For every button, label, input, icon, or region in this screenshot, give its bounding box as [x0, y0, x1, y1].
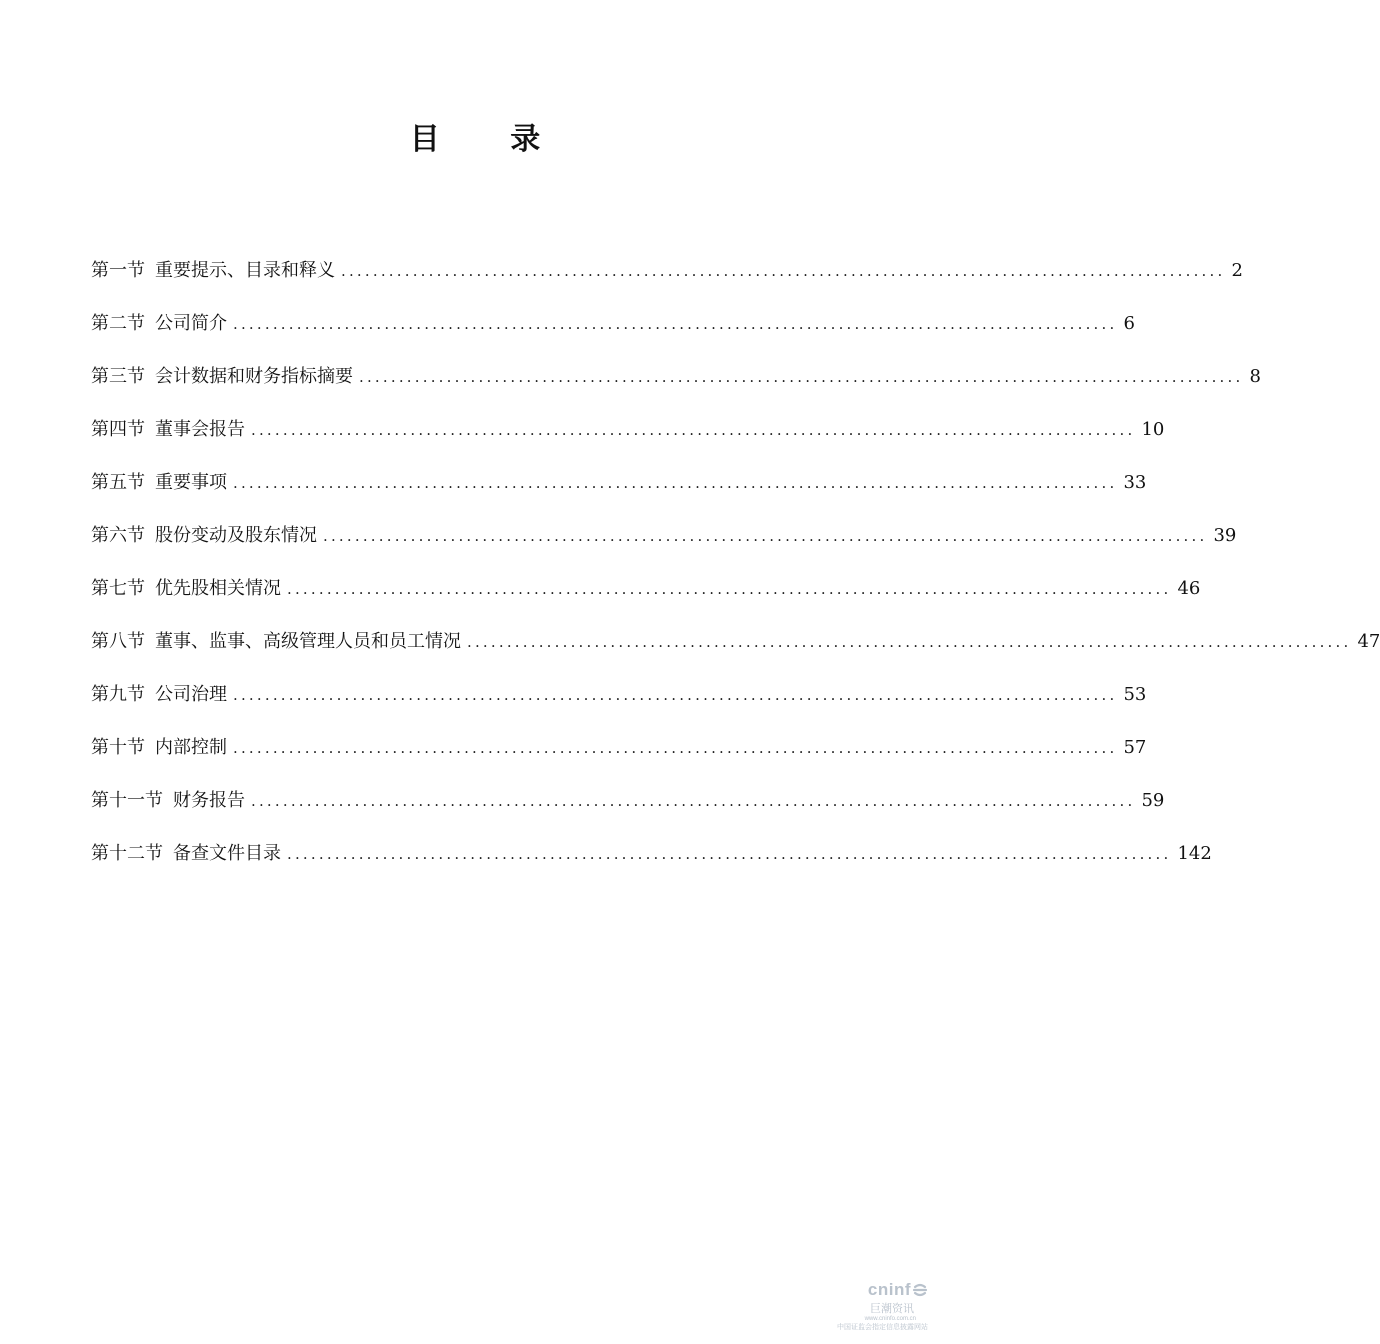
- toc-entry[interactable]: [91, 362, 1261, 415]
- toc-section-number: 第十节: [91, 737, 145, 758]
- toc-dot-leader: ...............................................................................................................: [287, 580, 1172, 598]
- toc-section-title: 内部控制: [155, 737, 227, 758]
- toc-page-number: 10: [1141, 419, 1165, 440]
- toc-entry[interactable]: [91, 733, 1147, 786]
- toc-page-number: 6: [1123, 313, 1135, 334]
- toc-section-title: 重要提示、目录和释义: [155, 260, 335, 281]
- toc-entry[interactable]: [91, 521, 1237, 574]
- toc-section-number: 第八节: [91, 631, 145, 652]
- table-of-contents: [91, 256, 1380, 892]
- toc-dot-leader: ...............................................................................................................: [233, 739, 1118, 757]
- cninfo-watermark-logo: [816, 1280, 928, 1332]
- toc-section-number: 第三节: [91, 366, 145, 387]
- toc-page-number: 57: [1123, 737, 1147, 758]
- toc-page-number: 33: [1123, 472, 1147, 493]
- toc-entry[interactable]: [91, 574, 1201, 627]
- toc-page-number: 142: [1177, 843, 1212, 864]
- toc-page-number: 59: [1141, 790, 1165, 811]
- toc-section-number: 第五节: [91, 472, 145, 493]
- logo-mark: [816, 1280, 928, 1300]
- toc-section-title: 财务报告: [173, 790, 245, 811]
- toc-page-number: 53: [1123, 684, 1147, 705]
- toc-entry[interactable]: [91, 786, 1165, 839]
- toc-dot-leader: ...............................................................................................................: [323, 527, 1208, 545]
- toc-page-number: 47: [1357, 631, 1380, 652]
- toc-section-title: 重要事项: [155, 472, 227, 493]
- toc-section-number: 第七节: [91, 578, 145, 599]
- logo-url: www.cninfo.com.cn: [864, 1316, 916, 1322]
- toc-section-number: 第二节: [91, 313, 145, 334]
- toc-dot-leader: ...............................................................................................................: [287, 845, 1172, 863]
- toc-entry[interactable]: [91, 468, 1147, 521]
- toc-entry[interactable]: [91, 680, 1147, 733]
- toc-section-number: 第十二节: [91, 843, 163, 864]
- toc-page-number: 46: [1177, 578, 1201, 599]
- toc-dot-leader: ...............................................................................................................: [233, 686, 1118, 704]
- toc-section-title: 会计数据和财务指标摘要: [155, 366, 353, 387]
- toc-dot-leader: ...............................................................................................................: [233, 315, 1118, 333]
- page-title: 目 录: [409, 122, 571, 157]
- toc-dot-leader: ...............................................................................................................: [467, 633, 1352, 651]
- toc-section-title: 董事会报告: [155, 419, 245, 440]
- toc-entry[interactable]: [91, 415, 1165, 468]
- toc-entry[interactable]: [91, 627, 1380, 680]
- toc-section-title: 公司简介: [155, 313, 227, 334]
- toc-entry[interactable]: [91, 256, 1243, 309]
- toc-page-number: 2: [1231, 260, 1243, 281]
- toc-section-title: 优先股相关情况: [155, 578, 281, 599]
- toc-page-number: 39: [1213, 525, 1237, 546]
- toc-section-number: 第四节: [91, 419, 145, 440]
- toc-section-number: 第十一节: [91, 790, 163, 811]
- toc-dot-leader: ...............................................................................................................: [251, 421, 1136, 439]
- logo-organization: 中国证监会指定信息披露网站: [837, 1324, 928, 1331]
- toc-section-title: 董事、监事、高级管理人员和员工情况: [155, 631, 461, 652]
- toc-section-number: 第九节: [91, 684, 145, 705]
- toc-section-title: 公司治理: [155, 684, 227, 705]
- toc-page-number: 8: [1249, 366, 1261, 387]
- toc-section-number: 第六节: [91, 525, 145, 546]
- toc-dot-leader: ...............................................................................................................: [341, 262, 1226, 280]
- toc-dot-leader: ...............................................................................................................: [251, 792, 1136, 810]
- toc-entry[interactable]: [91, 839, 1212, 892]
- toc-entry[interactable]: [91, 309, 1135, 362]
- toc-section-title: 股份变动及股东情况: [155, 525, 317, 546]
- toc-dot-leader: ...............................................................................................................: [359, 368, 1244, 386]
- swirl-icon: [912, 1282, 928, 1298]
- logo-brand-text: cninf: [867, 1280, 911, 1299]
- toc-dot-leader: ...............................................................................................................: [233, 474, 1118, 492]
- toc-section-number: 第一节: [91, 260, 145, 281]
- logo-chinese-name: 巨潮资讯: [870, 1303, 914, 1315]
- toc-section-title: 备查文件目录: [173, 843, 281, 864]
